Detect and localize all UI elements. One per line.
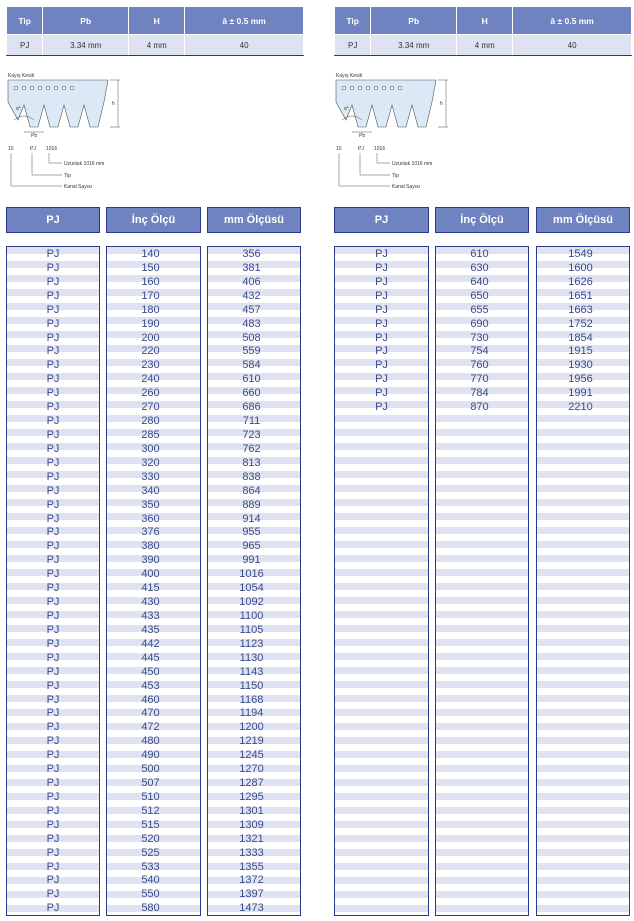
belt-cross-section — [334, 72, 494, 192]
cell-inch: 550 — [141, 888, 160, 901]
cell-mm: 1123 — [239, 637, 264, 650]
table-row — [6, 332, 302, 346]
cell-mm: 1355 — [239, 860, 264, 873]
table-row — [6, 624, 302, 638]
cell-mm: 955 — [242, 526, 261, 539]
table-row — [6, 568, 302, 582]
cell-inch: 340 — [141, 484, 160, 497]
spec-header-a: â ± 0.5 mm — [185, 7, 304, 35]
spec-table-right — [334, 6, 632, 56]
header-mm-right: mm Ölçüsü — [536, 207, 630, 233]
cell-type: PJ — [46, 763, 60, 776]
table-row — [6, 457, 302, 471]
code-type: PJ — [358, 146, 364, 152]
table-row — [334, 290, 631, 304]
cell-inch: 754 — [470, 345, 489, 358]
cell-type: PJ — [46, 651, 60, 664]
cell-mm: 432 — [242, 289, 261, 302]
cell-mm: 457 — [242, 303, 261, 316]
cell-inch: 580 — [141, 902, 160, 915]
cell-mm: 1092 — [239, 596, 264, 609]
table-row — [6, 526, 302, 540]
type-label: Tip — [64, 173, 71, 179]
cell-type: PJ — [46, 317, 60, 330]
cell-type: PJ — [46, 902, 60, 915]
cell-mm: 1295 — [239, 790, 264, 803]
table-row — [6, 833, 302, 847]
right-table-rows — [334, 248, 631, 415]
cell-type: PJ — [46, 777, 60, 790]
belt-cross-section — [6, 72, 166, 192]
cell-inch: 300 — [141, 442, 160, 455]
cell-inch: 150 — [141, 261, 160, 274]
cell-type: PJ — [46, 428, 60, 441]
cell-mm: 1301 — [239, 804, 264, 817]
cell-mm: 1549 — [568, 248, 593, 260]
header-inch-right: İnç Ölçü — [435, 207, 529, 233]
cell-type: PJ — [46, 582, 60, 595]
cell-mm: 584 — [242, 359, 261, 372]
cell-type: PJ — [375, 401, 388, 414]
cell-mm: 1168 — [239, 693, 264, 706]
table-row — [6, 749, 302, 763]
cell-mm: 864 — [242, 484, 261, 497]
table-row — [6, 610, 302, 624]
cell-type: PJ — [46, 275, 60, 288]
cell-mm: 1956 — [568, 373, 593, 386]
type-label: Tip — [392, 173, 399, 179]
cell-type: PJ — [46, 261, 60, 274]
cell-type: PJ — [375, 387, 388, 400]
cell-mm: 610 — [242, 373, 261, 386]
cell-type: PJ — [46, 832, 60, 845]
spec-cell-pb: 3.34 mm — [371, 35, 457, 56]
cell-type: PJ — [375, 289, 388, 302]
cell-mm: 965 — [242, 540, 261, 553]
table-row — [6, 373, 302, 387]
cell-mm: 1105 — [239, 623, 264, 636]
cell-mm: 483 — [242, 317, 261, 330]
header-inch-left: İnç Ölçü — [106, 207, 201, 233]
cell-inch: 430 — [141, 596, 160, 609]
cell-inch: 515 — [141, 818, 160, 831]
table-row — [6, 902, 302, 916]
table-row — [334, 262, 631, 276]
cell-inch: 453 — [141, 679, 160, 692]
cell-inch: 445 — [141, 651, 160, 664]
table-row — [6, 262, 302, 276]
cell-type: PJ — [46, 526, 60, 539]
cell-mm: 1663 — [568, 303, 593, 316]
cell-inch: 270 — [141, 401, 160, 414]
cell-mm: 1194 — [239, 707, 264, 720]
cell-mm: 686 — [242, 401, 261, 414]
cell-inch: 140 — [141, 248, 160, 260]
table-row — [6, 888, 302, 902]
table-row — [6, 276, 302, 290]
cell-inch: 512 — [141, 804, 160, 817]
cell-inch: 480 — [141, 735, 160, 748]
cell-inch: 450 — [141, 665, 160, 678]
table-row — [6, 304, 302, 318]
table-row — [6, 429, 302, 443]
cell-mm: 559 — [242, 345, 261, 358]
cell-inch: 220 — [141, 345, 160, 358]
table-row — [6, 874, 302, 888]
cell-type: PJ — [46, 387, 60, 400]
cell-inch: 240 — [141, 373, 160, 386]
cell-type: PJ — [375, 359, 388, 372]
cell-type: PJ — [46, 303, 60, 316]
spec-header-pb: Pb — [371, 7, 457, 35]
table-row — [334, 276, 631, 290]
cell-inch: 520 — [141, 832, 160, 845]
table-row — [6, 471, 302, 485]
cell-inch: 433 — [141, 609, 160, 622]
spec-cell-tip: PJ — [7, 35, 43, 56]
section-label: Kayış Kesiti — [336, 73, 363, 79]
cell-inch: 500 — [141, 763, 160, 776]
cell-mm: 1270 — [239, 763, 264, 776]
cell-type: PJ — [46, 721, 60, 734]
cell-mm: 1287 — [239, 777, 264, 790]
cell-type: PJ — [46, 512, 60, 525]
table-row — [6, 359, 302, 373]
cell-mm: 1321 — [239, 832, 264, 845]
code-channels: 10 — [336, 146, 342, 152]
code-type: PJ — [30, 146, 36, 152]
spec-header-h: H — [457, 7, 513, 35]
cell-inch: 280 — [141, 415, 160, 428]
table-row — [6, 694, 302, 708]
spec-header-a: â ± 0.5 mm — [513, 7, 632, 35]
cell-mm: 1930 — [568, 359, 593, 372]
cell-mm: 406 — [242, 275, 261, 288]
table-row — [6, 248, 302, 262]
table-row — [6, 596, 302, 610]
cell-type: PJ — [46, 609, 60, 622]
spec-cell-h: 4 mm — [129, 35, 185, 56]
cell-type: PJ — [46, 804, 60, 817]
cell-type: PJ — [46, 888, 60, 901]
cell-inch: 784 — [470, 387, 489, 400]
length-label: Uzunluk 1016 mm — [64, 161, 105, 167]
cell-inch: 376 — [141, 526, 160, 539]
cell-mm: 838 — [242, 470, 261, 483]
cell-type: PJ — [46, 818, 60, 831]
table-row — [6, 415, 302, 429]
table-row — [6, 777, 302, 791]
cell-type: PJ — [46, 846, 60, 859]
cell-type: PJ — [46, 331, 60, 344]
cell-inch: 760 — [470, 359, 489, 372]
cell-inch: 170 — [141, 289, 160, 302]
table-row — [6, 582, 302, 596]
spec-cell-a: 40 — [185, 35, 304, 56]
cell-mm: 1915 — [568, 345, 593, 358]
cell-mm: 1309 — [239, 818, 264, 831]
belt-diagram-right — [334, 72, 494, 192]
cell-type: PJ — [375, 261, 388, 274]
cell-type: PJ — [46, 456, 60, 469]
cell-type: PJ — [46, 470, 60, 483]
cell-mm: 1143 — [239, 665, 264, 678]
cell-mm: 1150 — [239, 679, 264, 692]
pb-label: Pb — [359, 133, 366, 139]
cell-inch: 533 — [141, 860, 160, 873]
cell-type: PJ — [46, 637, 60, 650]
table-row — [6, 345, 302, 359]
cell-inch: 690 — [470, 317, 489, 330]
spec-cell-h: 4 mm — [457, 35, 513, 56]
cell-inch: 380 — [141, 540, 160, 553]
table-row — [6, 721, 302, 735]
length-label: Uzunluk 1016 mm — [392, 161, 433, 167]
cell-mm: 1473 — [239, 902, 264, 915]
cell-inch: 730 — [470, 331, 489, 344]
cell-mm: 1854 — [568, 331, 593, 344]
cell-mm: 889 — [242, 498, 261, 511]
spec-table-left — [6, 6, 304, 56]
cell-type: PJ — [46, 623, 60, 636]
cell-mm: 1626 — [568, 275, 593, 288]
belt-diagram-left — [6, 72, 166, 192]
cell-type: PJ — [46, 596, 60, 609]
table-row — [6, 554, 302, 568]
table-row — [6, 387, 302, 401]
cell-inch: 415 — [141, 582, 160, 595]
cell-type: PJ — [46, 248, 60, 260]
cell-mm: 1245 — [239, 749, 264, 762]
cell-inch: 525 — [141, 846, 160, 859]
cell-inch: 610 — [470, 248, 489, 260]
table-row — [334, 345, 631, 359]
cell-type: PJ — [46, 665, 60, 678]
cell-inch: 260 — [141, 387, 160, 400]
cell-type: PJ — [46, 442, 60, 455]
cell-mm: 356 — [242, 248, 261, 260]
cell-inch: 230 — [141, 359, 160, 372]
cell-type: PJ — [375, 345, 388, 358]
spec-header-pb: Pb — [43, 7, 129, 35]
cell-type: PJ — [46, 401, 60, 414]
table-row — [6, 791, 302, 805]
cell-type: PJ — [375, 248, 388, 260]
cell-inch: 442 — [141, 637, 160, 650]
spec-cell-pb: 3.34 mm — [43, 35, 129, 56]
spec-cell-tip: PJ — [335, 35, 371, 56]
spec-header-tip: Tip — [335, 7, 371, 35]
cell-type: PJ — [46, 415, 60, 428]
cell-inch: 390 — [141, 554, 160, 567]
cell-type: PJ — [375, 317, 388, 330]
header-pj-left: PJ — [6, 207, 100, 233]
cell-mm: 1752 — [568, 317, 593, 330]
cell-type: PJ — [46, 554, 60, 567]
cell-mm: 1130 — [239, 651, 264, 664]
header-pj-right: PJ — [334, 207, 429, 233]
cell-mm: 711 — [242, 415, 261, 428]
cell-type: PJ — [46, 345, 60, 358]
cell-inch: 507 — [141, 777, 160, 790]
cell-inch: 190 — [141, 317, 160, 330]
table-row — [6, 861, 302, 875]
cell-inch: 490 — [141, 749, 160, 762]
cell-inch: 460 — [141, 693, 160, 706]
cell-type: PJ — [46, 874, 60, 887]
code-length: 1016 — [374, 146, 386, 152]
cell-inch: 330 — [141, 470, 160, 483]
cell-inch: 630 — [470, 261, 489, 274]
angle-label: α° — [16, 106, 21, 112]
spec-header-h: H — [129, 7, 185, 35]
cell-type: PJ — [46, 484, 60, 497]
table-row — [6, 540, 302, 554]
cell-type: PJ — [46, 498, 60, 511]
cell-mm: 2210 — [568, 401, 593, 414]
cell-inch: 655 — [470, 303, 489, 316]
table-row — [6, 290, 302, 304]
cell-mm: 991 — [242, 554, 261, 567]
code-channels: 10 — [8, 146, 14, 152]
cell-inch: 160 — [141, 275, 160, 288]
cell-type: PJ — [46, 373, 60, 386]
table-row — [6, 735, 302, 749]
cell-mm: 660 — [242, 387, 261, 400]
cell-type: PJ — [375, 373, 388, 386]
cell-type: PJ — [46, 540, 60, 553]
spec-header-tip: Tip — [7, 7, 43, 35]
table-row — [334, 373, 631, 387]
cell-type: PJ — [46, 359, 60, 372]
cell-type: PJ — [46, 568, 60, 581]
cell-mm: 381 — [242, 261, 261, 274]
table-row — [6, 666, 302, 680]
table-row — [6, 847, 302, 861]
table-row — [6, 652, 302, 666]
cell-type: PJ — [375, 331, 388, 344]
cell-mm: 1100 — [239, 609, 264, 622]
left-table-rows — [6, 248, 302, 916]
cell-mm: 762 — [242, 442, 261, 455]
cell-inch: 360 — [141, 512, 160, 525]
channel-label: Kanal Sayısı — [392, 184, 421, 190]
table-row — [334, 248, 631, 262]
table-row — [6, 485, 302, 499]
pb-label: Pb — [31, 133, 38, 139]
cell-mm: 914 — [242, 512, 261, 525]
cell-mm: 508 — [242, 331, 261, 344]
cell-inch: 320 — [141, 456, 160, 469]
cell-inch: 200 — [141, 331, 160, 344]
cell-mm: 1333 — [239, 846, 264, 859]
section-label: Kayış Kesiti — [8, 73, 35, 79]
table-row — [6, 763, 302, 777]
table-row — [6, 805, 302, 819]
table-row — [6, 318, 302, 332]
cell-inch: 350 — [141, 498, 160, 511]
channel-label: Kanal Sayısı — [64, 184, 93, 190]
cell-inch: 180 — [141, 303, 160, 316]
table-row — [334, 304, 631, 318]
table-row — [6, 638, 302, 652]
cell-mm: 1219 — [239, 735, 264, 748]
table-row — [334, 387, 631, 401]
header-mm-left: mm Ölçüsü — [207, 207, 301, 233]
cell-inch: 770 — [470, 373, 489, 386]
angle-label: α° — [344, 106, 349, 112]
cell-type: PJ — [46, 707, 60, 720]
table-row — [6, 401, 302, 415]
table-row — [334, 401, 631, 415]
cell-inch: 510 — [141, 790, 160, 803]
cell-mm: 723 — [242, 428, 261, 441]
table-row — [6, 513, 302, 527]
cell-inch: 400 — [141, 568, 160, 581]
table-row — [334, 318, 631, 332]
table-row — [334, 332, 631, 346]
cell-inch: 470 — [141, 707, 160, 720]
cell-mm: 1016 — [239, 568, 264, 581]
cell-mm: 1397 — [239, 888, 264, 901]
cell-type: PJ — [46, 860, 60, 873]
cell-type: PJ — [46, 693, 60, 706]
code-length: 1016 — [46, 146, 58, 152]
table-row — [6, 707, 302, 721]
cell-type: PJ — [46, 749, 60, 762]
cell-type: PJ — [46, 289, 60, 302]
table-row — [334, 359, 631, 373]
cell-type: PJ — [46, 735, 60, 748]
cell-inch: 870 — [470, 401, 489, 414]
cell-mm: 1991 — [568, 387, 593, 400]
cell-mm: 1200 — [239, 721, 264, 734]
table-row — [6, 819, 302, 833]
cell-type: PJ — [375, 275, 388, 288]
h-label: h — [112, 101, 115, 107]
cell-inch: 435 — [141, 623, 160, 636]
cell-inch: 650 — [470, 289, 489, 302]
cell-mm: 1372 — [239, 874, 264, 887]
table-row — [6, 443, 302, 457]
h-label: h — [440, 101, 443, 107]
cell-inch: 640 — [470, 275, 489, 288]
cell-type: PJ — [375, 303, 388, 316]
spec-cell-a: 40 — [513, 35, 632, 56]
cell-mm: 1054 — [239, 582, 264, 595]
cell-mm: 813 — [242, 456, 261, 469]
cell-type: PJ — [46, 790, 60, 803]
cell-inch: 285 — [141, 428, 160, 441]
table-row — [6, 499, 302, 513]
cell-mm: 1651 — [568, 289, 593, 302]
table-row — [6, 680, 302, 694]
cell-inch: 472 — [141, 721, 160, 734]
cell-type: PJ — [46, 679, 60, 692]
cell-inch: 540 — [141, 874, 160, 887]
cell-mm: 1600 — [568, 261, 593, 274]
